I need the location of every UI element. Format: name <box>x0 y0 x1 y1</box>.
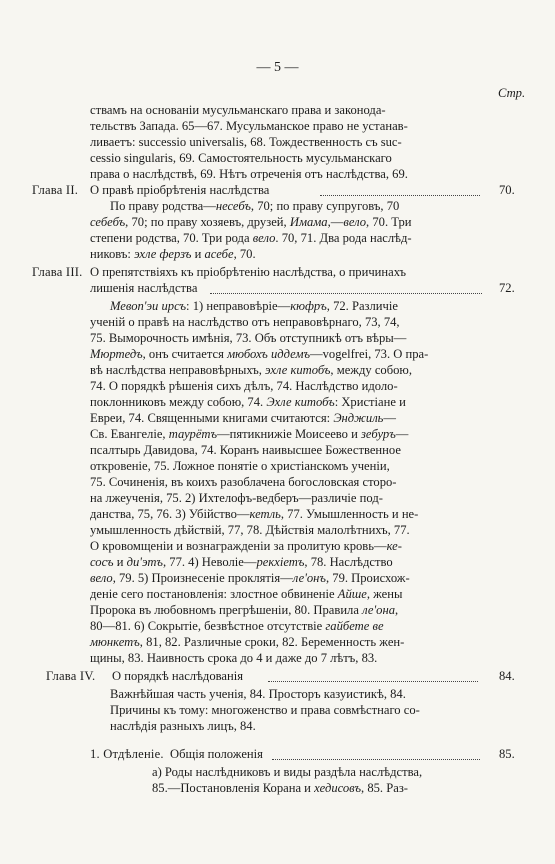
dot-leader <box>320 195 480 196</box>
text-line: Мюртедъ, онъ считается мюбохъ иддемъ—vogelfrei, 73. О пра- <box>90 347 429 361</box>
text-line: ливаетъ: successio universalis, 68. Тождественность съ suc- <box>90 135 402 149</box>
text-line: деніе сего постановленія: злостное обвиненіе Айше, жены <box>90 587 403 601</box>
text-line: данства, 75, 76. 3) Убійство—кетль, 77. Умышленность и не- <box>90 507 419 521</box>
text-line: По праву родства—несебъ, 70; по праву супруговъ, 70 <box>110 199 400 213</box>
chapter-page: 84. <box>499 669 515 683</box>
text-line: 75. Сочиненія, въ коихъ разоблачена богословская сторо- <box>90 475 397 489</box>
text-line: на лжеученія, 75. 2) Ихтелофъ-ведберъ—различіе под- <box>90 491 383 505</box>
chapter-label: Глава III. <box>32 265 83 279</box>
chapter-title: лишенія наслѣдства <box>90 281 198 295</box>
section-label: 1. Отдѣленіе. <box>90 747 164 761</box>
text-line: наслѣдія разныхъ лицъ, 84. <box>110 719 256 733</box>
dot-leader <box>268 681 478 682</box>
text-line: щины, 83. Наивность срока до 4 и даже до 7 лѣтъ, 83. <box>90 651 378 665</box>
text-line: Евреи, 74. Священными книгами считаются: Энджиль— <box>90 411 397 425</box>
chapter-title: О правѣ пріобрѣтенія наслѣдства <box>90 183 270 197</box>
text-line: степени родства, 70. Три рода вело. 70, 71. Два рода наслѣд- <box>90 231 412 245</box>
text-line: умышленность дѣйствій, 77, 78. Дѣйствія малолѣтнихъ, 77. <box>90 523 410 537</box>
chapter-page: 70. <box>499 183 515 197</box>
page-number: — 5 — <box>256 60 299 75</box>
text-line: Причины къ тому: многоженство и права совмѣстнаго со- <box>110 703 420 717</box>
text-line: 74. О порядкѣ рѣшенія сихъ дѣлъ, 74. Наслѣдство идоло- <box>90 379 398 393</box>
chapter-page: 72. <box>499 281 515 295</box>
text-line: псалтырь Давидова, 74. Коранъ наивысшее Божественное <box>90 443 401 457</box>
text-line: права о наслѣдствѣ, 69. Нѣтъ отреченія отъ наслѣдства, 69. <box>90 167 408 181</box>
text-line: О кровомщеніи и вознагражденіи за пролитую кровь—ке- <box>90 539 402 553</box>
text-line: себебъ, 70; по праву хозяевъ, друзей, Имама,—вело, 70. Три <box>90 215 412 229</box>
text-line: 85.—Постановленія Корана и хедисовъ, 85. Раз- <box>152 781 408 795</box>
text-line: мюнкетъ, 81, 82. Различные сроки, 82. Беременность жен- <box>90 635 405 649</box>
text-line: а) Роды наслѣдниковъ и виды раздѣла наслѣдства, <box>152 765 423 779</box>
chapter-title: О порядкѣ наслѣдованія <box>112 669 244 683</box>
section-page: 85. <box>499 747 515 761</box>
section-title: Общія положенія <box>170 747 263 761</box>
text-line: cessio singularis, 69. Самостоятельность мусульманскаго <box>90 151 392 165</box>
chapter-label: Глава II. <box>32 183 79 197</box>
dot-leader <box>210 293 482 294</box>
text-line: Св. Евангеліе, таурётъ—пятикнижіе Моисеево и зебуръ— <box>90 427 409 441</box>
text-line: вѣ наслѣдства неправовѣрныхъ, эхле китобъ, между собою, <box>90 363 412 377</box>
text-line: тельствъ Запада. 65—67. Мусульманское право не устанав- <box>90 119 408 133</box>
text-line: никовъ: эхле ферзъ и асебе, 70. <box>90 247 256 261</box>
text-line: поклонниковъ между собою, 74. Эхле китобъ: Христiане и <box>90 395 406 409</box>
chapter-title: О препятствіяхъ къ пріобрѣтенію наслѣдства, о причинахъ <box>90 265 407 279</box>
chapter-label: Глава IV. <box>46 669 96 683</box>
page-column-label: Стр. <box>498 86 526 100</box>
text-line: откровеніе, 75. Ложное понятіе о христіанскомъ ученіи, <box>90 459 390 473</box>
text-line: 75. Выморочность имѣнія, 73. Объ отступникѣ отъ вѣры— <box>90 331 407 345</box>
dot-leader <box>272 759 480 760</box>
text-line: ствамъ на основаніи мусульманскаго права и законода- <box>90 103 386 117</box>
text-line: 80—81. 6) Сокрытіе, безвѣстное отсутствіе гайбете ве <box>90 619 384 633</box>
text-line: Важнѣйшая часть ученія, 84. Просторъ казуистикѣ, 84. <box>110 687 406 701</box>
text-line: Мевоп'эи ирсъ: 1) неправовѣріе—кюфръ, 72. Различіе <box>110 299 398 313</box>
text-line: сосъ и ди'этъ, 77. 4) Неволіе—рекхіетъ, 78. Наслѣдство <box>90 555 393 569</box>
text-line: ученій о правѣ на наслѣдство отъ неправовѣрнаго, 73, 74, <box>90 315 400 329</box>
text-line: вело, 79. 5) Произнесеніе проклятія—ле'онъ, 79. Происхож- <box>90 571 410 585</box>
text-line: Пророка въ любовномъ прегрѣшеніи, 80. Правила ле'она, <box>90 603 399 617</box>
